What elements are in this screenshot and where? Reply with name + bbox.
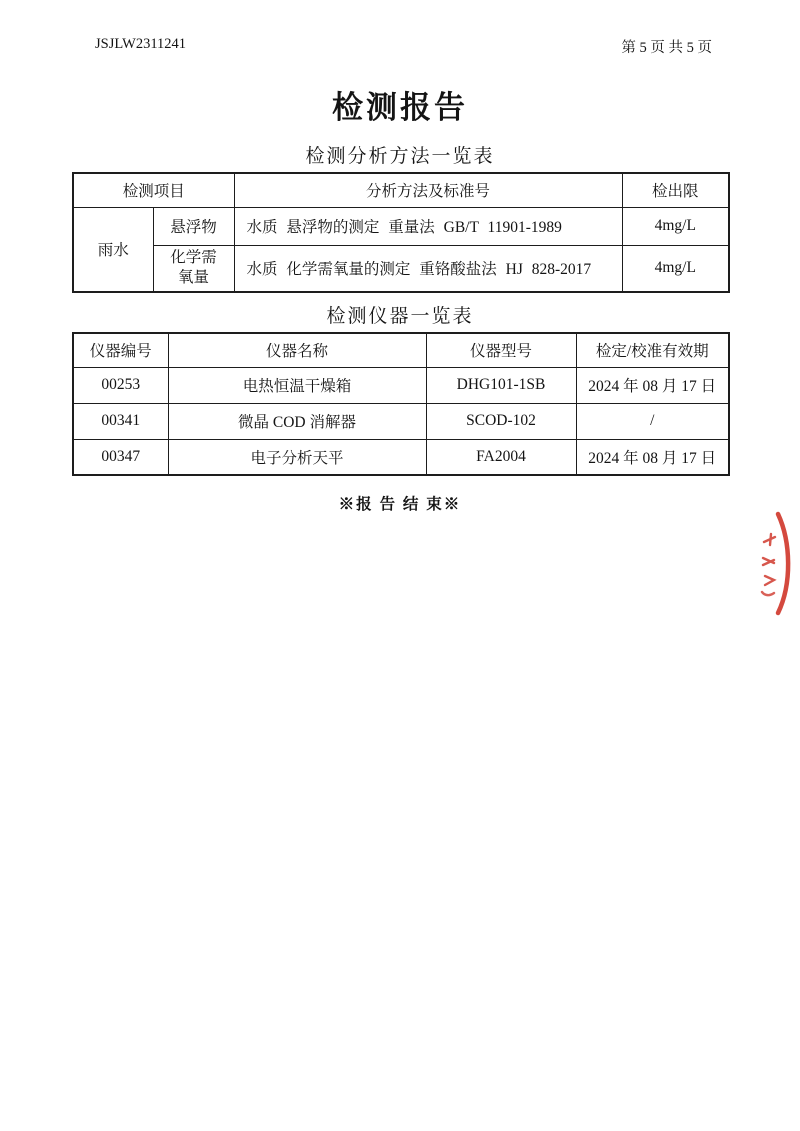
instrument-model-cell: FA2004 bbox=[426, 439, 576, 475]
methods-header-method: 分析方法及标准号 bbox=[234, 173, 622, 207]
seal-glyph bbox=[764, 534, 775, 545]
table-row bbox=[73, 439, 729, 475]
doc-number: JSJLW2311241 bbox=[95, 36, 187, 52]
instrument-id-cell: 00341 bbox=[73, 403, 168, 439]
instruments-table-header-row bbox=[73, 333, 729, 367]
table-row bbox=[73, 207, 729, 245]
table-row bbox=[73, 403, 729, 439]
item-cell bbox=[153, 245, 234, 292]
limit-cell: 4mg/L bbox=[622, 245, 729, 292]
methods-header-item: 检测项目 bbox=[73, 173, 234, 207]
instrument-name-cell: 微晶 COD 消解器 bbox=[168, 403, 426, 439]
table-row bbox=[73, 245, 729, 292]
instruments-header-name: 仪器名称 bbox=[168, 333, 426, 367]
instrument-id-cell: 00253 bbox=[73, 367, 168, 403]
instruments-header-validity: 检定/校准有效期 bbox=[576, 333, 729, 367]
page-indicator: 第 5 页 共 5 页 bbox=[621, 40, 712, 56]
methods-table bbox=[72, 172, 730, 293]
method-cell: 水质 化学需氧量的测定 重铬酸盐法 HJ 828-2017 bbox=[234, 245, 622, 292]
methods-table-header-row bbox=[73, 173, 729, 207]
item-cell: 悬浮物 bbox=[153, 207, 234, 245]
item-cell-text: 化学需氧量 bbox=[170, 248, 217, 287]
page-title: 检测报告 bbox=[332, 90, 468, 125]
instrument-name-cell: 电热恒温干燥箱 bbox=[168, 367, 426, 403]
instruments-table-title: 检测仪器一览表 bbox=[326, 306, 474, 327]
instrument-validity-cell: 2024 年 08 月 17 日 bbox=[576, 367, 729, 403]
seal-glyph bbox=[765, 576, 774, 585]
table-row bbox=[73, 367, 729, 403]
instruments-header-id: 仪器编号 bbox=[73, 333, 168, 367]
limit-cell: 4mg/L bbox=[622, 207, 729, 245]
seal-arc bbox=[778, 514, 788, 613]
method-cell: 水质 悬浮物的测定 重量法 GB/T 11901-1989 bbox=[234, 207, 622, 245]
page-header-row bbox=[95, 36, 712, 57]
methods-header-limit: 检出限 bbox=[622, 173, 729, 207]
instrument-validity-cell: 2024 年 08 月 17 日 bbox=[576, 439, 729, 475]
instrument-validity-cell: / bbox=[576, 403, 729, 439]
seal-stamp bbox=[745, 502, 800, 624]
instrument-id-cell: 00347 bbox=[73, 439, 168, 475]
methods-table-title: 检测分析方法一览表 bbox=[305, 146, 495, 167]
sample-type-cell: 雨水 bbox=[73, 207, 153, 292]
instruments-header-model: 仪器型号 bbox=[426, 333, 576, 367]
instrument-name-cell: 电子分析天平 bbox=[168, 439, 426, 475]
report-end-note: ※报 告 结 束※ bbox=[338, 496, 462, 513]
instrument-model-cell: SCOD-102 bbox=[426, 403, 576, 439]
seal-glyph bbox=[763, 558, 774, 565]
instruments-table bbox=[72, 332, 730, 476]
instrument-model-cell: DHG101-1SB bbox=[426, 367, 576, 403]
seal-glyph bbox=[762, 592, 774, 595]
